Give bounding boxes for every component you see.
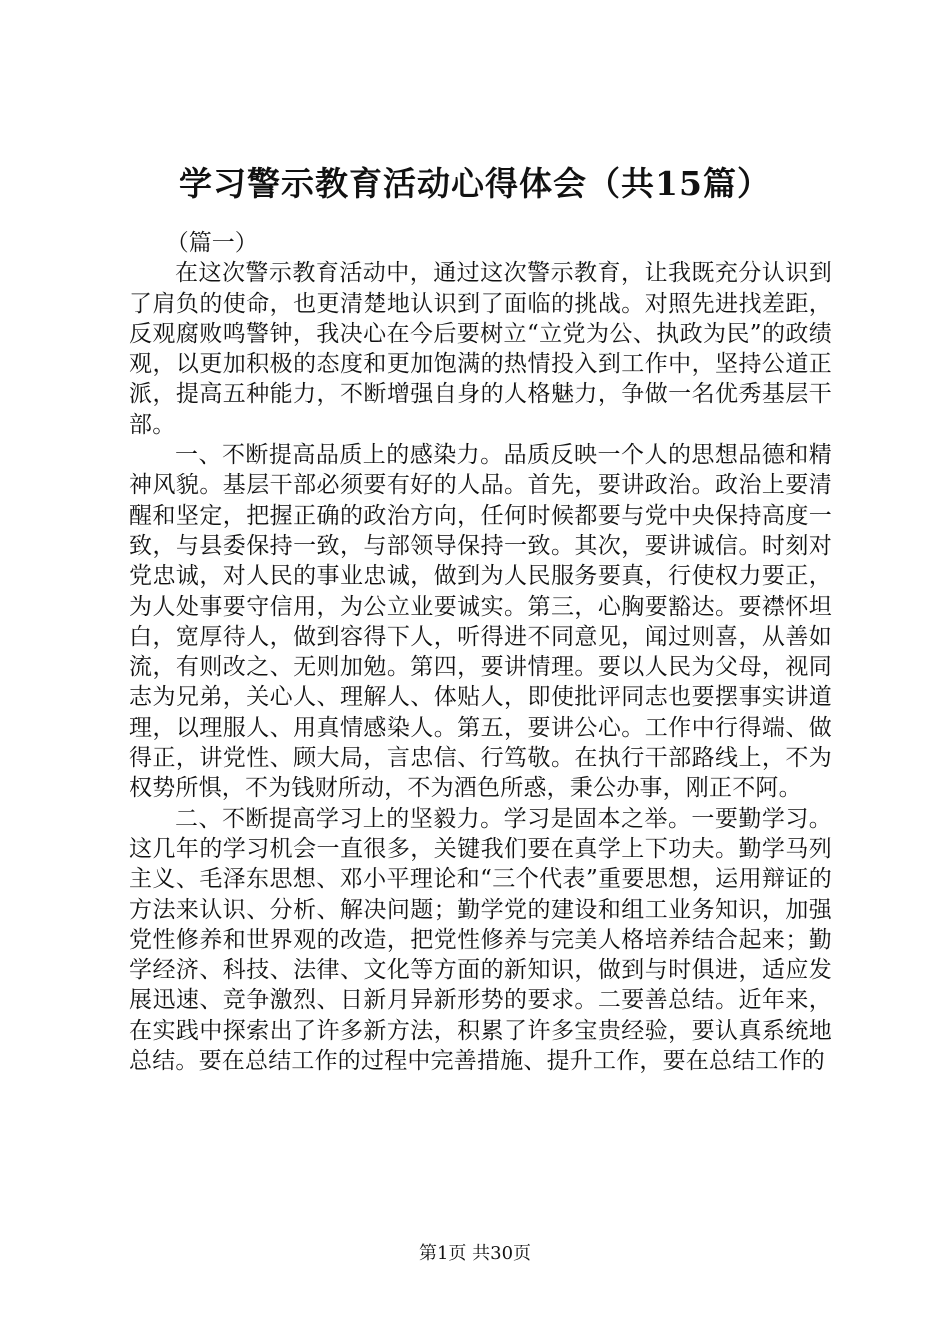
paragraph-point-one: 一、不断提高品质上的感染力。品质反映一个人的思想品德和精神风貌。基层干部必须要有好的人品。首先，要讲政治。政治上要清醒和坚定，把握正确的政治方向，任何时候都要与党中央保持高度一致，与县委保持一致，与部领导保持一致。其次，要讲诚信。时刻对党忠诚，对人民的事业忠诚，做到为人民服务要真，行使权力要正，为人处事要守信用，为公立业要诚实。第三，心胸要豁达。要襟怀坦白，宽厚待人，做到容得下人，听得进不同意见，闻过则喜，从善如流，有则改之、无则加勉。第四，要讲情理。要以人民为父母，视同志为兄弟，关心人、理解人、体贴人，即使批评同志也要摆事实讲道理，以理服人、用真情感染人。第五，要讲公心。工作中行得端、做得正，讲党性、顾大局，言忠信、行笃敬。在执行干部路线上，不为权势所惧，不为钱财所动，不为酒色所惑，秉公办事，刚正不阿。 bbox=[129, 442, 832, 802]
document-body bbox=[129, 228, 832, 1076]
paragraph-point-two: 二、不断提高学习上的坚毅力。学习是固本之举。一要勤学习。这几年的学习机会一直很多，关键我们要在真学上下功夫。勤学马列主义、毛泽东思想、邓小平理论和“三个代表”重要思想，运用辩证的方法来认识、分析、解决问题；勤学党的建设和组工业务知识，加强党性修养和世界观的改造，把党性修养与完美人格培养结合起来；勤学经济、科技、法律、文化等方面的新知识，做到与时俱进，适应发展迅速、竞争激烈、日新月异新形势的要求。二要善总结。近年来，在实践中探索出了许多新方法，积累了许多宝贵经验，要认真系统地总结。要在总结工作的过程中完善措施、提升工作，要在总结工作的 bbox=[129, 805, 832, 1075]
section-label: （篇一） bbox=[165, 230, 258, 256]
paragraph-intro: 在这次警示教育活动中，通过这次警示教育，让我既充分认识到了肩负的使命，也更清楚地认识到了面临的挑战。对照先进找差距，反观腐败鸣警钟，我决心在今后要树立“立党为公、执政为民”的政绩观，以更加积极的态度和更加饱满的热情投入到工作中，坚持公道正派，提高五种能力，不断增强自身的人格魅力，争做一名优秀基层干部。 bbox=[129, 260, 832, 438]
page-indicator: 第1页 共30页 bbox=[418, 1243, 532, 1264]
document-title: 学习警示教育活动心得体会（共15篇） bbox=[179, 164, 771, 203]
